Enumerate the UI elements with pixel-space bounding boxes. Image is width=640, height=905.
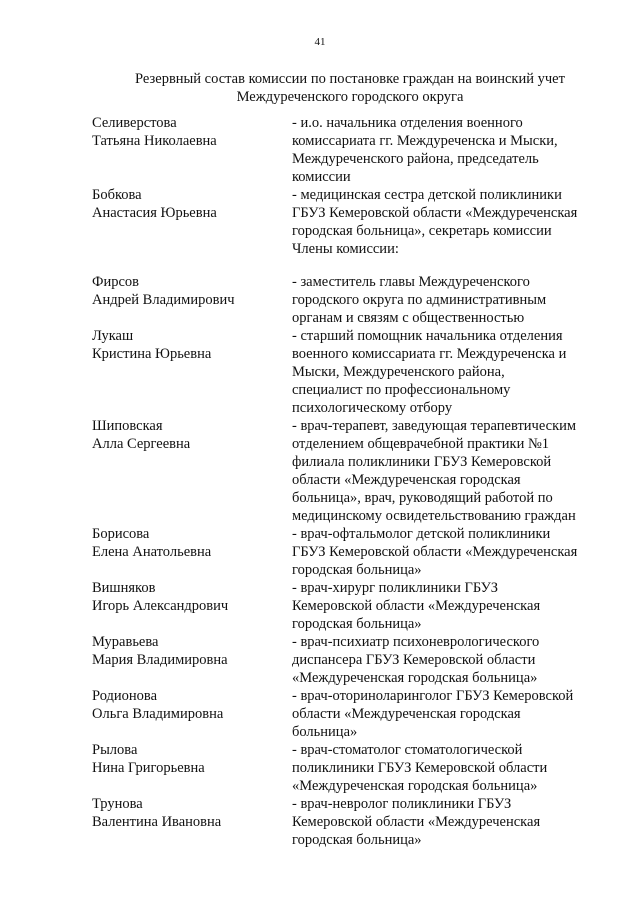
person-given-names: Валентина Ивановна [92,814,222,830]
document-title [110,70,590,106]
members-heading: Члены комиссии: [292,241,399,257]
person-surname: Бобкова [92,187,142,203]
role-line: ГБУЗ Кемеровской области «Междуреченская [292,205,578,221]
person-given-names: Елена Анатольевна [92,544,212,560]
leadership-list [92,114,612,240]
person-role [292,327,604,417]
role-line: - врач-невролог поликлиники ГБУЗ [292,796,512,812]
person-name [92,795,292,849]
person-surname: Муравьева [92,634,159,650]
role-line: - медицинская сестра детской поликлиники [292,187,562,203]
document-title-line-1: Резервный состав комиссии по постановке граждан на воинский учет [135,71,565,87]
commission-entry [92,327,612,417]
page-number: 41 [314,36,326,48]
role-line: ГБУЗ Кемеровской области «Междуреченская [292,544,578,560]
role-line: - врач-психиатр психоневрологического [292,634,540,650]
person-surname: Родионова [92,688,158,704]
role-line: области «Междуреченская городская [292,472,521,488]
person-given-names: Анастасия Юрьевна [92,205,217,221]
role-line: больница», врач, руководящий работой по [292,490,553,506]
person-given-names: Татьяна Николаевна [92,133,217,149]
person-role [292,795,604,849]
person-name [92,579,292,633]
person-surname: Лукаш [92,328,134,344]
role-line: комиссии [292,169,351,185]
document-title-line-2: Междуреченского городского округа [236,89,464,105]
members-list [92,273,612,849]
role-line: Мыски, Междуреченского района, [292,364,505,380]
role-line: филиала поликлиники ГБУЗ Кемеровской [292,454,552,470]
person-given-names: Игорь Александрович [92,598,229,614]
person-role [292,114,604,186]
person-name [92,687,292,741]
person-role [292,579,604,633]
role-line: городская больница» [292,616,422,632]
role-line: органам и связям с общественностью [292,310,525,326]
role-line: городского округа по административным [292,292,547,308]
role-line: медицинскому освидетельствованию граждан [292,508,576,524]
role-line: - врач-стоматолог стоматологической [292,742,523,758]
commission-entry [92,186,612,240]
person-role [292,741,604,795]
person-given-names: Мария Владимировна [92,652,228,668]
person-surname: Шиповская [92,418,163,434]
role-line: городская больница» [292,562,422,578]
person-name [92,633,292,687]
person-given-names: Кристина Юрьевна [92,346,212,362]
role-line: городская больница», секретарь комиссии [292,223,552,239]
person-surname: Фирсов [92,274,139,290]
role-line: - старший помощник начальника отделения [292,328,563,344]
role-line: Кемеровской области «Междуреченская [292,598,541,614]
role-line: больница» [292,724,358,740]
person-surname: Борисова [92,526,150,542]
person-surname: Селиверстова [92,115,177,131]
person-name [92,741,292,795]
commission-entry [92,687,612,741]
role-line: Кемеровской области «Междуреченская [292,814,541,830]
person-surname: Трунова [92,796,143,812]
role-line: «Междуреченская городская больница» [292,778,538,794]
role-line: городская больница» [292,832,422,848]
person-given-names: Нина Григорьевна [92,760,205,776]
role-line: - врач-хирург поликлиники ГБУЗ [292,580,499,596]
role-line: психологическому отбору [292,400,453,416]
role-line: комиссариата гг. Междуреченска и Мыски, [292,133,558,149]
person-given-names: Ольга Владимировна [92,706,224,722]
person-given-names: Алла Сергеевна [92,436,191,452]
person-name [92,417,292,525]
role-line: военного комиссариата гг. Междуреченска и [292,346,567,362]
role-line: - врач-офтальмолог детской поликлиники [292,526,551,542]
role-line: - врач-терапевт, заведующая терапевтическим [292,418,577,434]
role-line: «Междуреченская городская больница» [292,670,538,686]
commission-list [92,114,612,849]
commission-entry [92,795,612,849]
person-surname: Рылова [92,742,138,758]
commission-entry [92,525,612,579]
role-line: - заместитель главы Междуреченского [292,274,530,290]
person-role [292,525,604,579]
person-name [92,186,292,240]
person-role [292,633,604,687]
role-line: - и.о. начальника отделения военного [292,115,523,131]
commission-entry [92,579,612,633]
role-line: - врач-оториноларинголог ГБУЗ Кемеровской [292,688,574,704]
commission-entry [92,417,612,525]
person-name [92,525,292,579]
role-line: области «Междуреченская городская [292,706,521,722]
person-surname: Вишняков [92,580,156,596]
role-line: Междуреченского района, председатель [292,151,539,167]
person-name [92,273,292,327]
person-name [92,327,292,417]
person-given-names: Андрей Владимирович [92,292,235,308]
person-role [292,417,604,525]
person-role [292,687,604,741]
person-role [292,273,604,327]
commission-entry [92,114,612,186]
role-line: диспансера ГБУЗ Кемеровской области [292,652,536,668]
commission-entry [92,633,612,687]
role-line: поликлиники ГБУЗ Кемеровской области [292,760,548,776]
person-role [292,186,604,240]
role-line: специалист по профессиональному [292,382,511,398]
role-line: отделением общеврачебной практики №1 [292,436,550,452]
person-name [92,114,292,186]
commission-entry [92,741,612,795]
commission-entry [92,273,612,327]
